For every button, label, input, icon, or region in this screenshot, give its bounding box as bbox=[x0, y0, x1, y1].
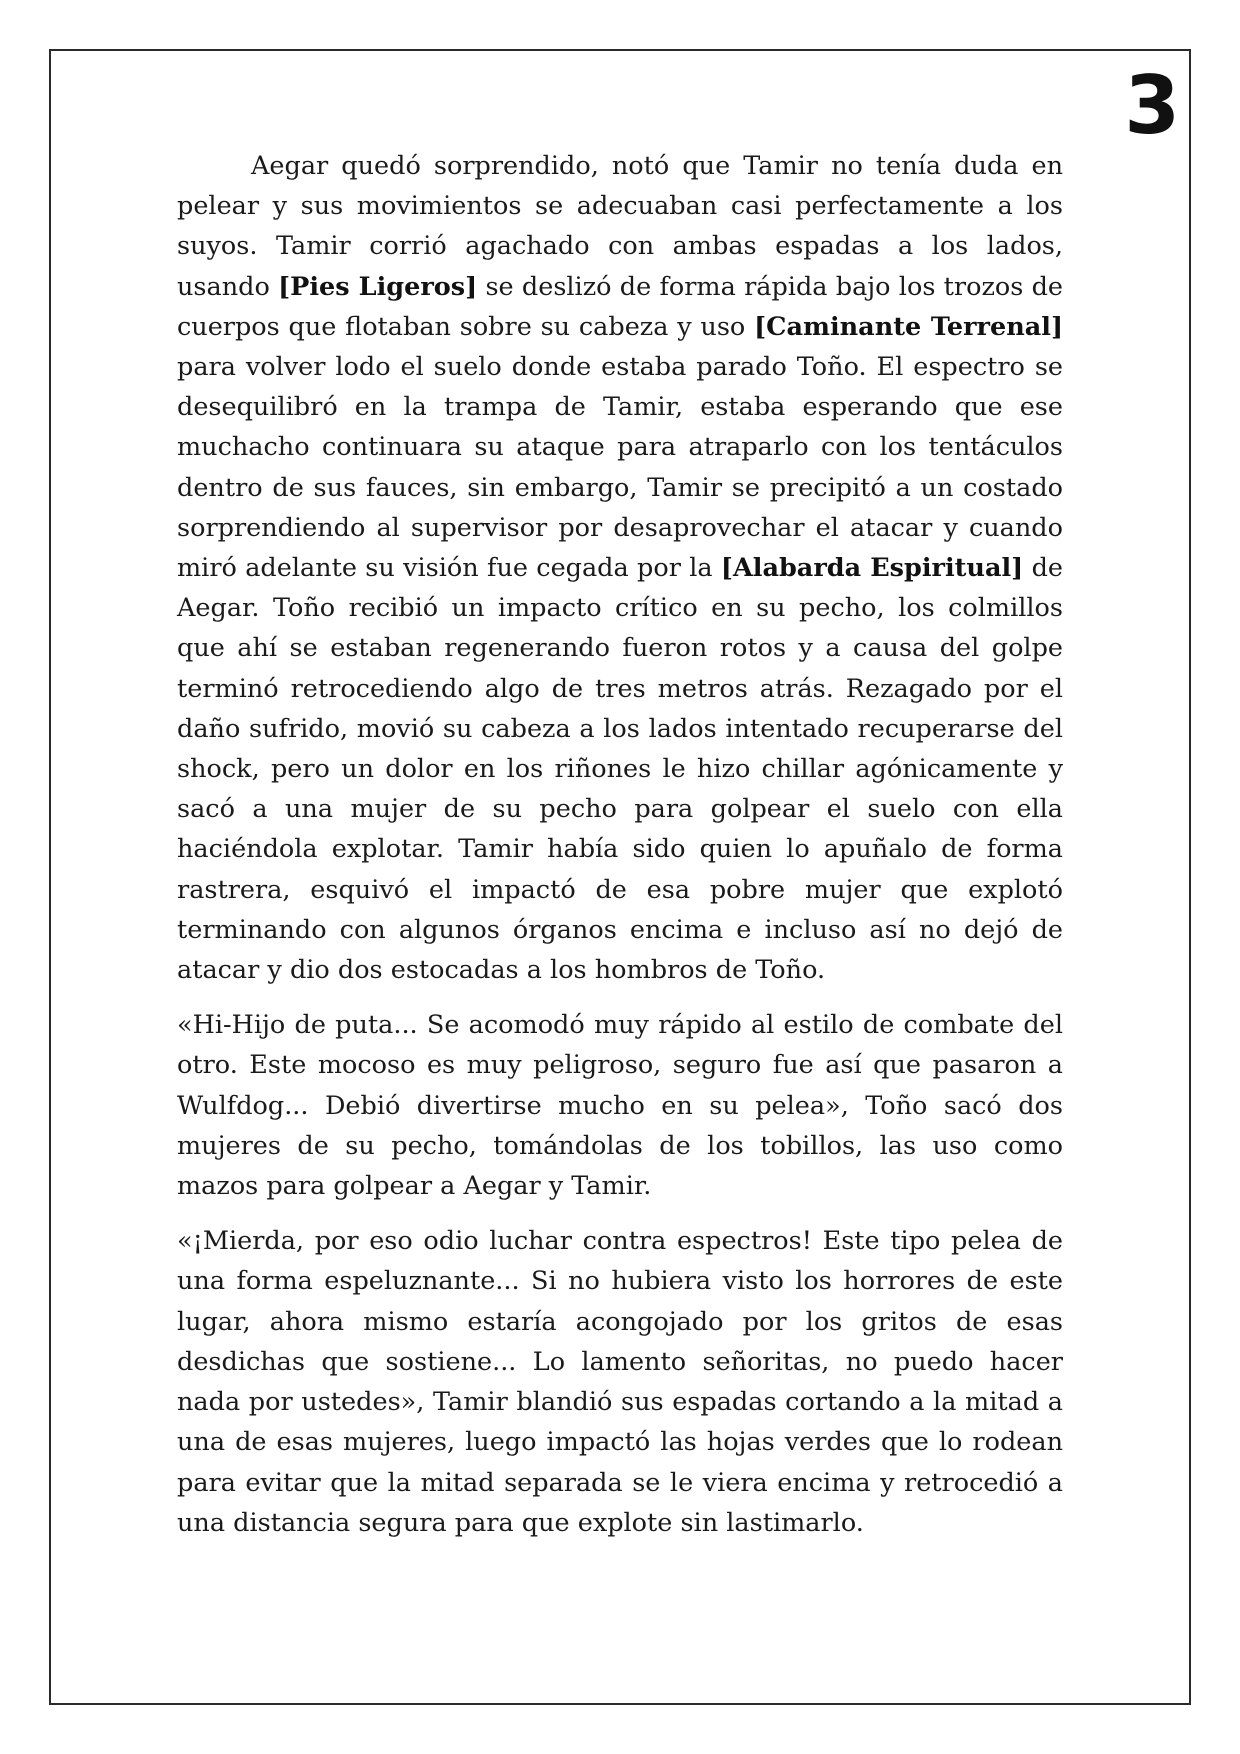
paragraph-3 bbox=[177, 1221, 1063, 1543]
paragraph-2 bbox=[177, 1005, 1063, 1206]
text-segment: de Aegar. Toño recibió un impacto crítico en su pecho, los colmillos que ahí se estaban regenerando fueron rotos y a causa del golpe terminó retrocediendo algo de tres metros atrás. Rezagado por el daño sufrido, movió su cabeza a los lados intentado recuperarse del shock, pero un dolor en los riñones le hizo chillar agónicamente y sacó a una mujer de su pecho para golpear el suelo con ella haciéndola explotar. Tamir había sido quien lo apuñalo de forma rastrera, esquivó el impactó de esa pobre mujer que explotó terminando con algunos órganos encima e incluso así no dejó de atacar y dio dos estocadas a los hombros de Toño. bbox=[177, 553, 1063, 986]
text-segment: Aegar quedó sorprendido, notó que Tamir no tenía duda en pelear y sus movimientos se adecuaban casi perfectamente a los suyos. Tamir corrió agachado con ambas espadas a los lados, usando bbox=[177, 151, 1063, 302]
skill-name: [Caminante Terrenal] bbox=[754, 311, 1064, 342]
page-number: 3 bbox=[1124, 59, 1180, 152]
skill-name: [Pies Ligeros] bbox=[278, 271, 478, 302]
text-segment: para volver lodo el suelo donde estaba parado Toño. El espectro se desequilibró en la trampa de Tamir, estaba esperando que ese muchacho continuara su ataque para atraparlo con los tentáculos dentro de sus fauces, sin embargo, Tamir se precipitó a un costado sorprendiendo al supervisor por desaprovechar el atacar y cuando miró adelante su visión fue cegada por la bbox=[177, 352, 1063, 584]
skill-name: [Alabarda Espiritual] bbox=[720, 553, 1024, 584]
paragraph-1 bbox=[177, 146, 1063, 990]
story-text bbox=[177, 146, 1063, 1558]
text-segment: «Hi-Hijo de puta... Se acomodó muy rápido al estilo de combate del otro. Este mocoso es muy peligroso, seguro fue así que pasaron a Wulfdog... Debió divertirse mucho en su pelea», Toño sacó dos mujeres de su pecho, tomándolas de los tobillos, las uso como mazos para golpear a Aegar y Tamir. bbox=[177, 1010, 1063, 1202]
text-segment: se deslizó de forma rápida bajo los trozos de cuerpos que flotaban sobre su cabeza y uso bbox=[177, 271, 1064, 342]
text-segment: «¡Mierda, por eso odio luchar contra espectros! Este tipo pelea de una forma espeluznante... Si no hubiera visto los horrores de este lugar, ahora mismo estaría acongojado por los gritos de esas desdichas que sostiene... Lo lamento señoritas, no puedo hacer nada por ustedes», Tamir blandió sus espadas cortando a la mitad a una de esas mujeres, luego impactó las hojas verdes que lo rodean para evitar que la mitad separada se le viera encima y retrocedió a una distancia segura para que explote sin lastimarlo. bbox=[177, 1226, 1063, 1538]
